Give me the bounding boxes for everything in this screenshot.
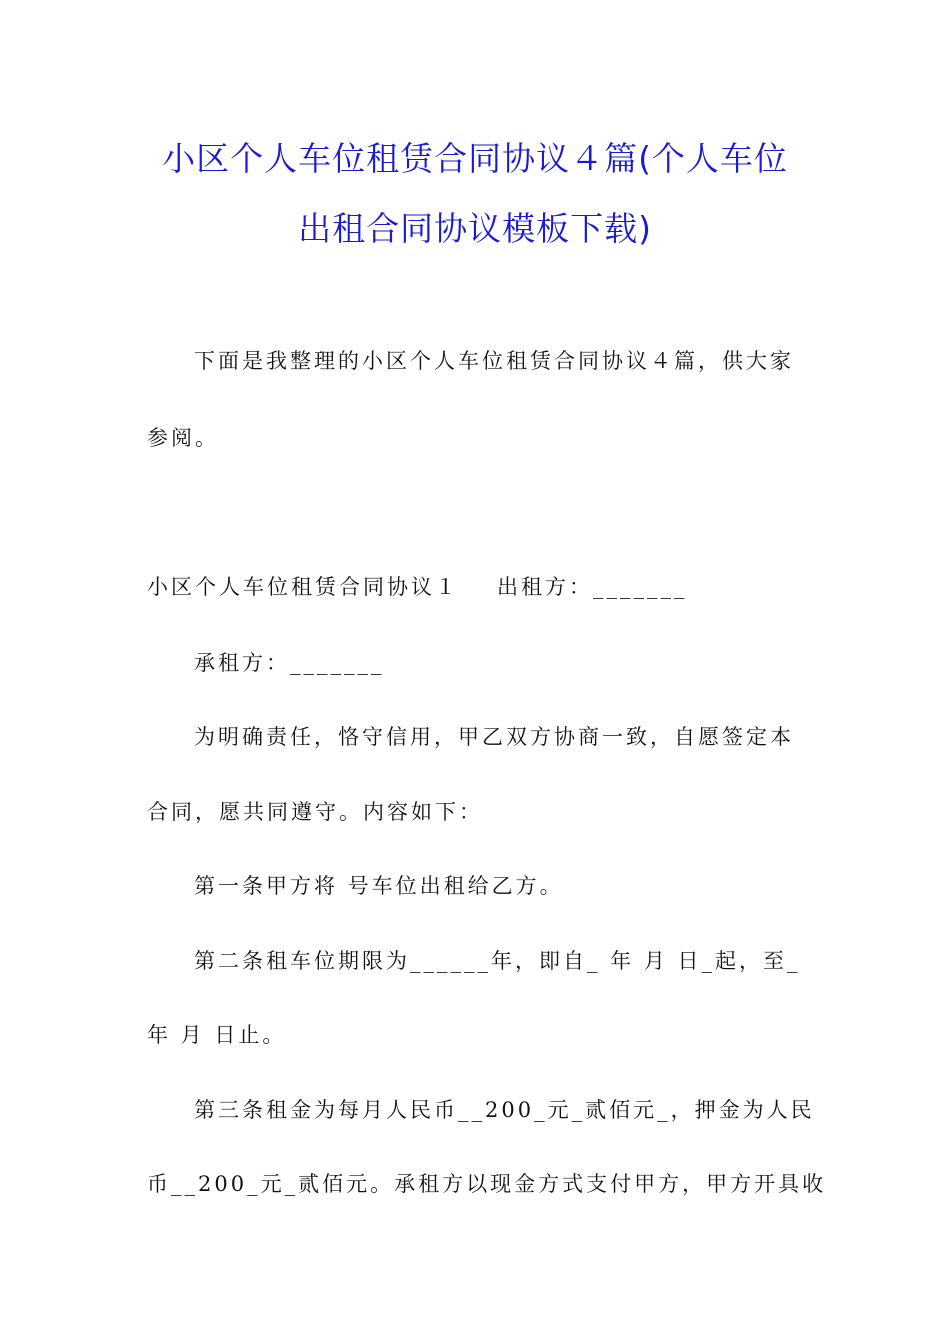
lessor-field: 出租方：_______	[497, 575, 688, 599]
lessee-field: 承租方：_______	[194, 651, 385, 675]
document-title-line-1: 小区个人车位租赁合同协议４篇(个人车位	[162, 139, 788, 178]
paragraph-1-line-2: 合同，愿共同遵守。内容如下：	[147, 800, 483, 824]
article-2-line-2: 年 月 日止。	[147, 1023, 287, 1047]
article-3-line-2: 币__200_元_贰佰元。承租方以现金方式支付甲方，甲方开具收	[147, 1172, 827, 1196]
paragraph-1-line-1: 为明确责任，恪守信用，甲乙双方协商一致，自愿签定本	[194, 725, 794, 749]
intro-paragraph-line-2: 参阅。	[147, 426, 219, 450]
intro-paragraph-line-1: 下面是我整理的小区个人车位租赁合同协议４篇，供大家	[194, 349, 794, 373]
agreement-heading: 小区个人车位租赁合同协议１	[147, 575, 459, 599]
document-title-line-2: 出租合同协议模板下载)	[298, 209, 652, 248]
article-1: 第一条甲方将 号车位出租给乙方。	[194, 874, 564, 898]
article-2-line-1: 第二条租车位期限为______年，即自_ 年 月 日_起，至_	[194, 949, 801, 973]
article-3-line-1: 第三条租金为每月人民币__200_元_贰佰元_，押金为人民	[194, 1098, 815, 1122]
